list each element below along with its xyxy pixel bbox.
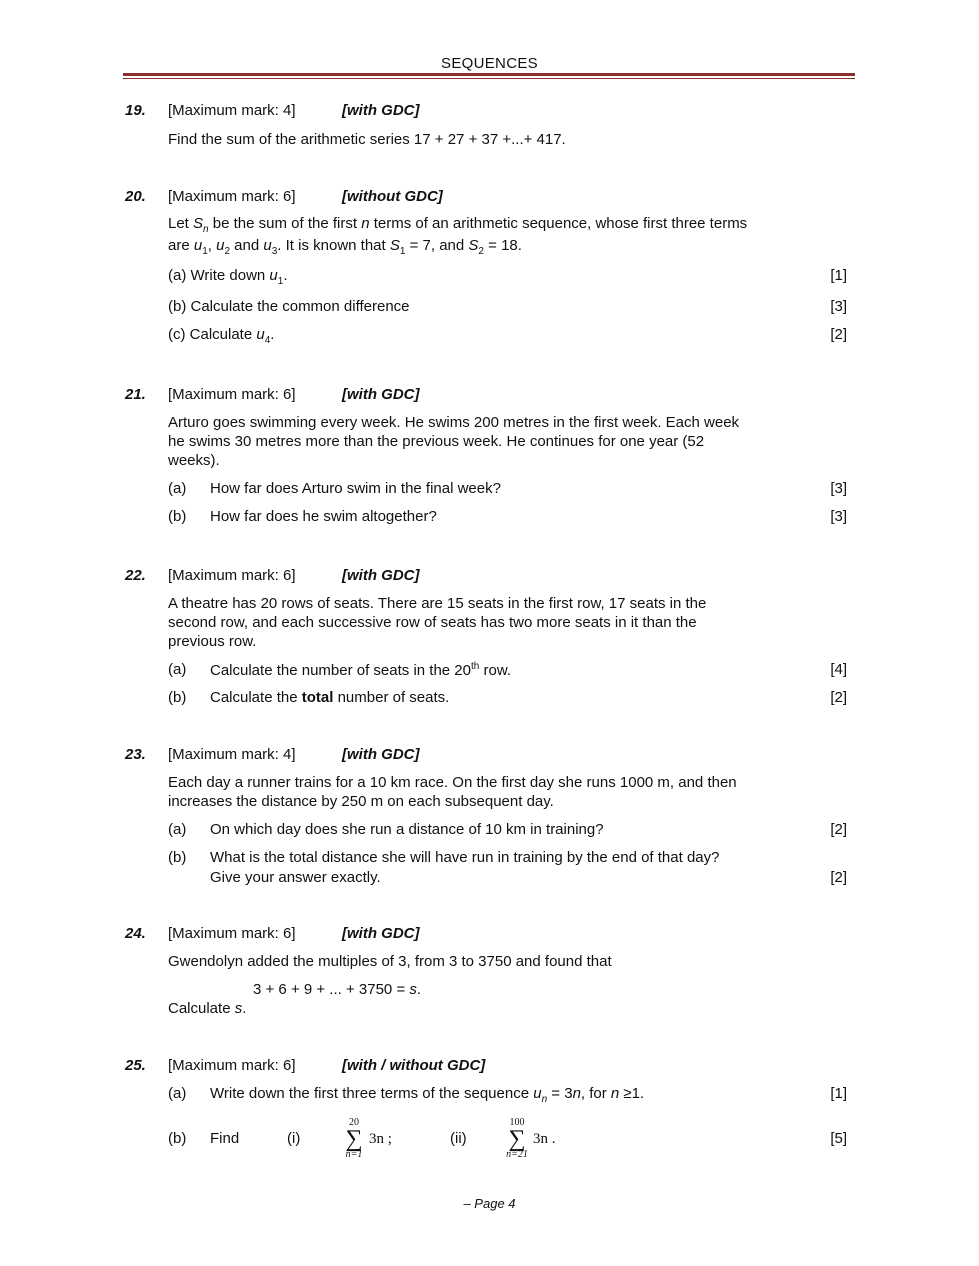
question-24-text: Gwendolyn added the multiples of 3, from 3 to 3750 and found that xyxy=(168,953,612,970)
question-23-part-b-line-2: Give your answer exactly. xyxy=(210,869,381,886)
question-24-calculate: Calculate s. xyxy=(168,1000,247,1017)
question-19-number: 19. xyxy=(125,102,146,119)
page-footer: – Page 4 xyxy=(463,1196,516,1211)
question-20-line-1: Let $S_n$ be the sum of the first n terms of an arithmetic sequence, whose first three terms xyxy=(168,215,748,235)
question-21-line-2: he swims 30 metres more than the previous week. He continues for one year (52 xyxy=(168,433,705,450)
question-20-number: 20. xyxy=(125,188,146,205)
question-23-part-b-marks: [2] xyxy=(830,869,847,886)
question-21-part-b: How far does he swim altogether? xyxy=(210,508,437,525)
question-19-max-mark: [Maximum mark: 4] xyxy=(168,102,296,119)
question-21-part-a: How far does Arturo swim in the final week? xyxy=(210,480,501,497)
summation-1-expression: 3n ; xyxy=(369,1131,392,1147)
question-25-part-a: Write down the first three terms of the sequence $u_n = 3n$, for n ≥1. xyxy=(210,1085,645,1105)
question-20-part-c-marks: [2] xyxy=(830,326,847,343)
question-20-part-b: (b) Calculate the common difference xyxy=(168,298,410,315)
question-20-line-2: are $u_1$, $u_2$ and $u_3$. It is known that $S_1 = 7$, and $S_2 = 18$. xyxy=(168,237,522,257)
summation-2-lower: n=21 xyxy=(506,1149,528,1160)
question-19-text: Find the sum of the arithmetic series 17 + 27 + 37 +...+ 417. xyxy=(168,131,566,148)
summation-1-upper: 20 xyxy=(349,1117,359,1128)
question-22-number: 22. xyxy=(125,567,146,584)
question-25-part-b-label: (b) xyxy=(168,1130,187,1147)
question-21-part-b-label: (b) xyxy=(168,508,187,525)
question-23-part-b-line-1: What is the total distance she will have run in training by the end of that day? xyxy=(210,849,720,866)
question-20-gdc: [without GDC] xyxy=(342,188,443,205)
question-21-max-mark: [Maximum mark: 6] xyxy=(168,386,296,403)
question-25-max-mark: [Maximum mark: 6] xyxy=(168,1057,296,1074)
summation-2 xyxy=(502,1118,532,1160)
question-22-part-a-marks: [4] xyxy=(830,661,847,678)
question-20-part-a: (a) Write down $u_1$. xyxy=(168,267,288,287)
question-23-line-2: increases the distance by 250 m on each subsequent day. xyxy=(168,793,554,810)
question-22-part-b-marks: [2] xyxy=(830,689,847,706)
question-22-max-mark: [Maximum mark: 6] xyxy=(168,567,296,584)
summation-1-sigma-icon: ∑ xyxy=(345,1126,363,1152)
summation-2-sigma-icon: ∑ xyxy=(508,1126,526,1152)
question-22-line-3: previous row. xyxy=(168,633,257,650)
question-23-part-a-label: (a) xyxy=(168,821,187,838)
question-21-part-b-marks: [3] xyxy=(830,508,847,525)
question-22-part-a: Calculate the number of seats in the 20th row. xyxy=(210,661,512,679)
question-25-part-b-marks: [5] xyxy=(830,1130,847,1147)
question-22-line-1: A theatre has 20 rows of seats. There are 15 seats in the first row, 17 seats in the xyxy=(168,595,707,612)
question-23-max-mark: [Maximum mark: 4] xyxy=(168,746,296,763)
question-23-number: 23. xyxy=(125,746,146,763)
question-25-part-b-ii-label: (ii) xyxy=(450,1130,467,1147)
question-20-part-b-marks: [3] xyxy=(830,298,847,315)
question-25-gdc: [with / without GDC] xyxy=(342,1057,486,1074)
summation-1-lower: n=1 xyxy=(345,1149,363,1160)
question-25-part-b-find: Find xyxy=(210,1130,240,1147)
question-21-part-a-label: (a) xyxy=(168,480,187,497)
question-23-line-1: Each day a runner trains for a 10 km race. On the first day she runs 1000 m, and then xyxy=(168,774,737,791)
question-25-part-b-i-label: (i) xyxy=(287,1130,301,1147)
question-24-max-mark: [Maximum mark: 6] xyxy=(168,925,296,942)
question-21-line-3: weeks). xyxy=(168,452,220,469)
question-23-part-a-marks: [2] xyxy=(830,821,847,838)
question-21-gdc: [with GDC] xyxy=(342,386,420,403)
question-22-gdc: [with GDC] xyxy=(342,567,420,584)
question-24-number: 24. xyxy=(125,925,146,942)
question-25-part-a-marks: [1] xyxy=(830,1085,847,1102)
question-23-gdc: [with GDC] xyxy=(342,746,420,763)
question-22-part-b: Calculate the total number of seats. xyxy=(210,689,450,706)
summation-2-expression: 3n . xyxy=(533,1131,556,1147)
header-rule-thick xyxy=(123,73,855,76)
summation-1 xyxy=(340,1118,368,1160)
page-header: SEQUENCES xyxy=(441,55,538,72)
question-25-number: 25. xyxy=(125,1057,146,1074)
question-21-number: 21. xyxy=(125,386,146,403)
question-21-line-1: Arturo goes swimming every week. He swims 200 metres in the first week. Each week xyxy=(168,414,740,431)
question-21-part-a-marks: [3] xyxy=(830,480,847,497)
question-25-part-a-label: (a) xyxy=(168,1085,187,1102)
question-23-part-b-label: (b) xyxy=(168,849,187,866)
question-24-gdc: [with GDC] xyxy=(342,925,420,942)
summation-2-upper: 100 xyxy=(509,1117,525,1128)
question-22-part-a-label: (a) xyxy=(168,661,187,678)
header-rule-thin xyxy=(123,78,855,79)
question-19-gdc: [with GDC] xyxy=(342,102,420,119)
question-24-equation: 3 + 6 + 9 + ... + 3750 = s. xyxy=(253,981,422,998)
question-20-part-c: (c) Calculate $u_4$. xyxy=(168,326,275,346)
question-23-part-a: On which day does she run a distance of 10 km in training? xyxy=(210,821,604,838)
question-22-part-b-label: (b) xyxy=(168,689,187,706)
question-20-max-mark: [Maximum mark: 6] xyxy=(168,188,296,205)
question-22-line-2: second row, and each successive row of seats has two more seats in it than the xyxy=(168,614,697,631)
question-20-part-a-marks: [1] xyxy=(830,267,847,284)
